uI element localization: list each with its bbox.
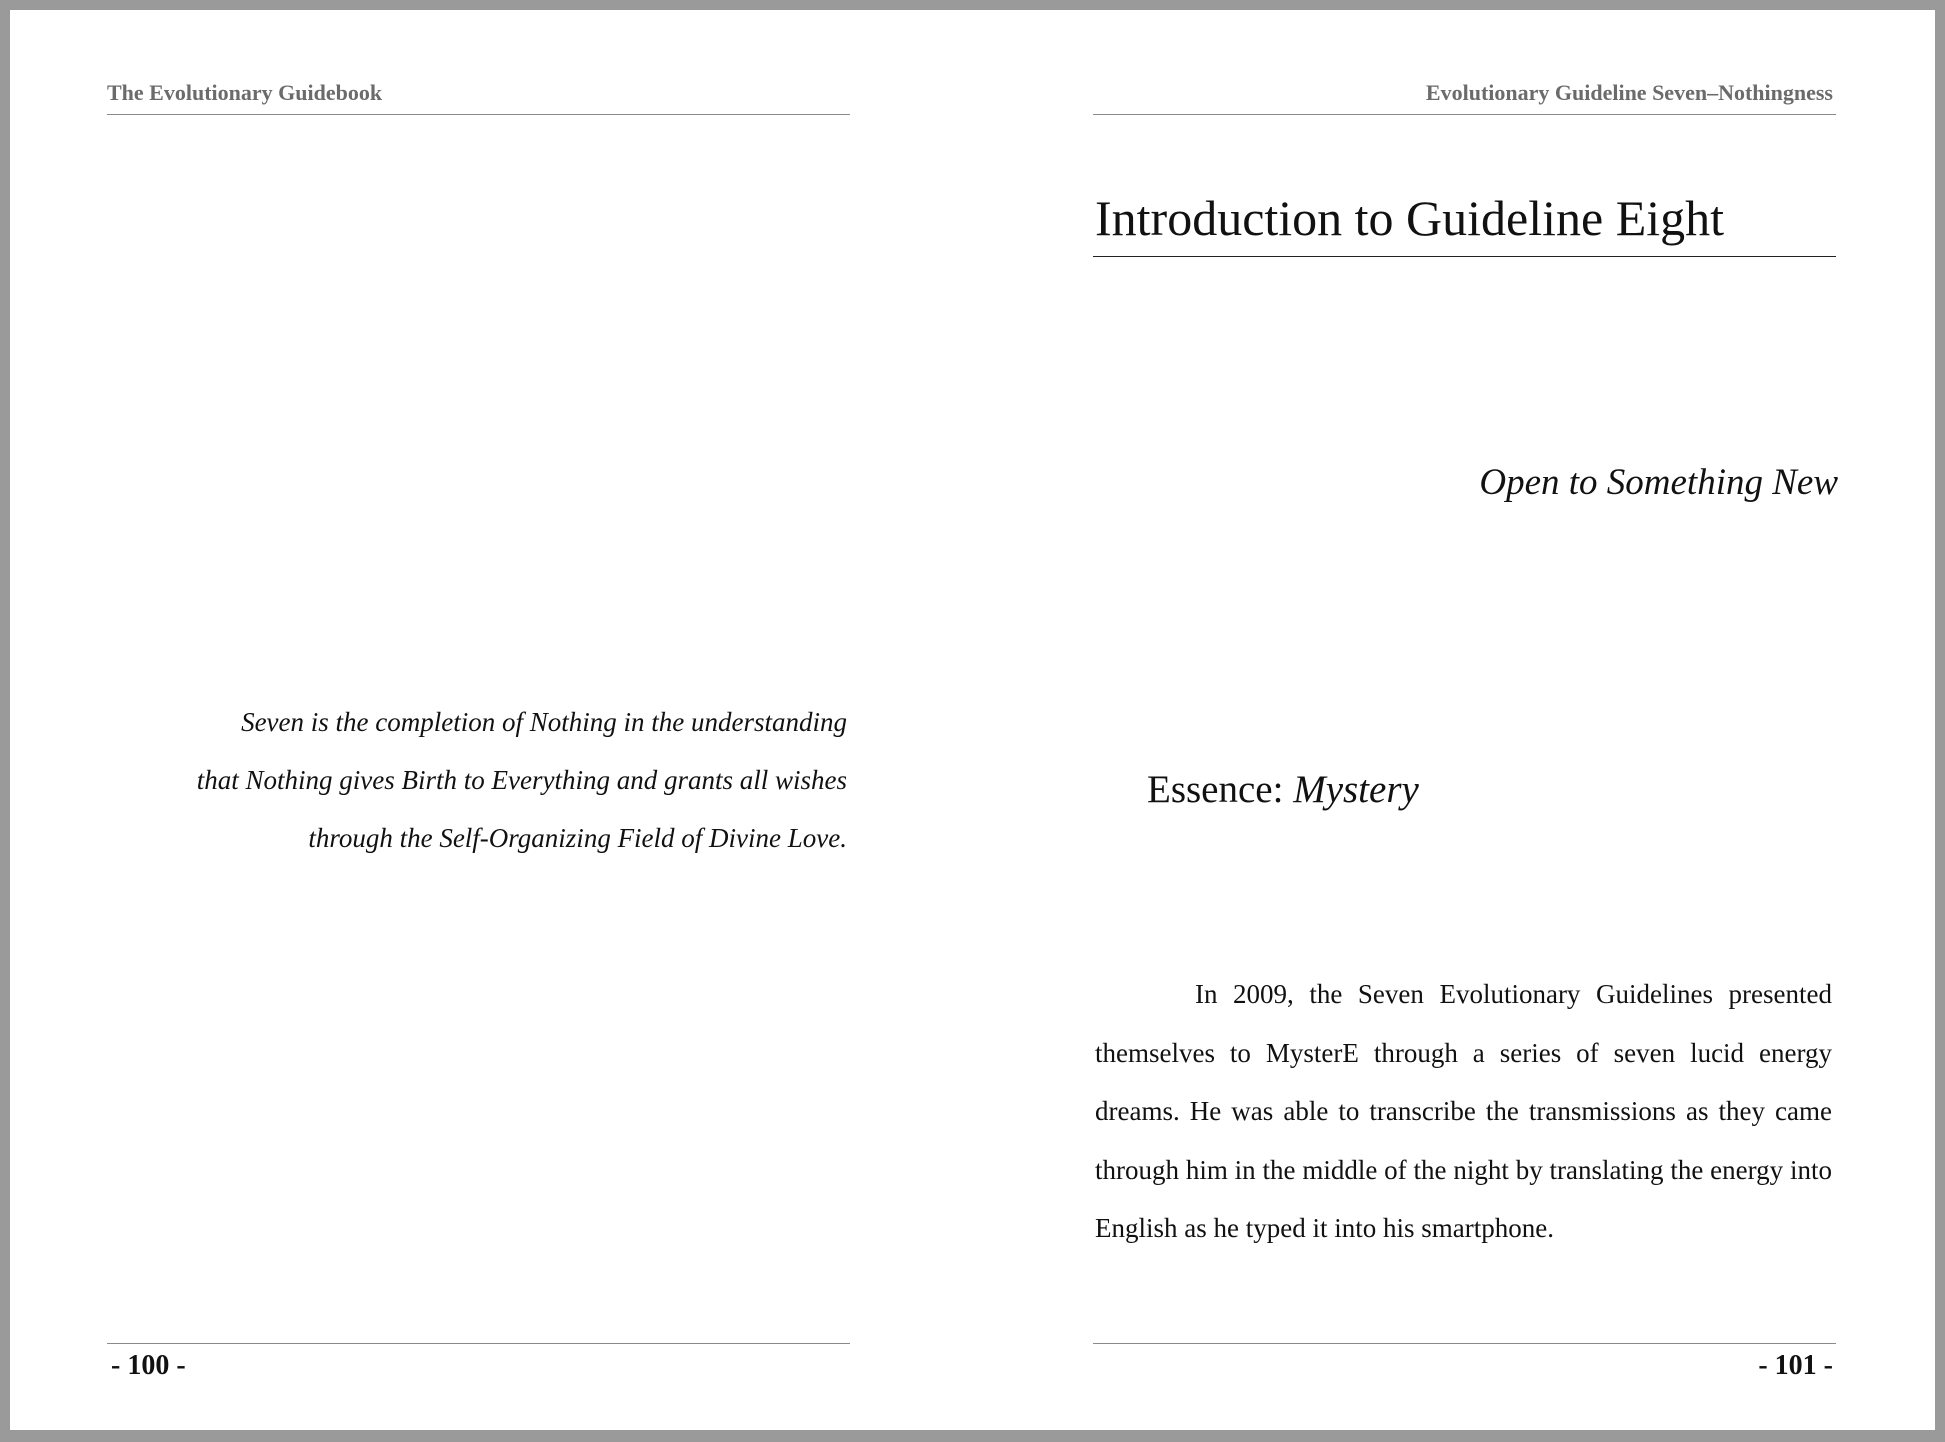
chapter-subtitle: Open to Something New [1479, 462, 1838, 503]
right-page [1093, 10, 1843, 1430]
body-paragraph: In 2009, the Seven Evolutionary Guidelines presented themselves to MysterE through a series of seven lucid energy dreams. He was able to transcribe the transmissions as they came through him in the middle of the night by translating the energy into English as he typed it into his smartphone. [1095, 979, 1832, 1243]
footer-rule-right [1093, 1343, 1836, 1344]
title-rule [1093, 256, 1836, 257]
epigraph [147, 693, 847, 867]
running-header-left: The Evolutionary Guidebook [107, 80, 383, 105]
epigraph-line: Seven is the completion of Nothing in the understanding [241, 707, 847, 737]
footer-rule-left [107, 1343, 850, 1344]
header-rule-right [1093, 114, 1836, 115]
epigraph-line: through the Self-Organizing Field of Divine Love. [308, 823, 847, 853]
chapter-title: Introduction to Guideline Eight [1095, 190, 1725, 246]
header-rule-left [107, 114, 850, 115]
essence-value: Mystery [1293, 768, 1419, 811]
essence-line [1147, 767, 1419, 812]
page-number-left: - 100 - [111, 1350, 186, 1381]
page-number-right: - 101 - [1758, 1350, 1833, 1381]
running-header-right: Evolutionary Guideline Seven–Nothingness [1425, 80, 1833, 105]
epigraph-line: that Nothing gives Birth to Everything and grants all wishes [196, 765, 847, 795]
book-spread [10, 10, 1935, 1430]
essence-label: Essence: [1147, 768, 1284, 811]
left-page [107, 10, 857, 1430]
